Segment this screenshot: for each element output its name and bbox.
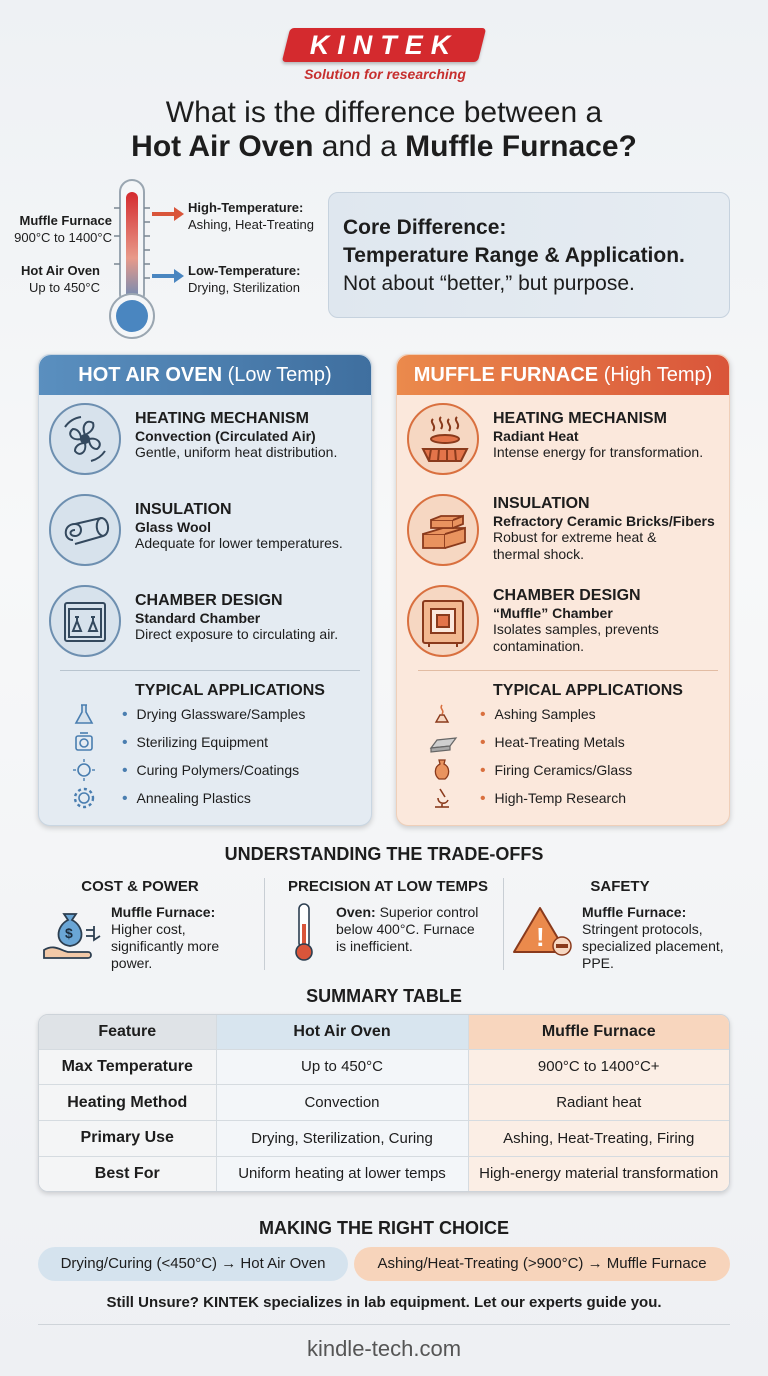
table-header-row bbox=[39, 1015, 729, 1049]
flask-icon bbox=[72, 702, 96, 726]
table-header: Muffle Furnace bbox=[468, 1015, 729, 1049]
tradeoffs-separator bbox=[264, 878, 265, 970]
muffle-app-item: • Firing Ceramics/Glass bbox=[480, 762, 633, 779]
gear-icon bbox=[72, 786, 96, 810]
tradeoffs-separator bbox=[503, 878, 504, 970]
muffle-app-item: • Ashing Samples bbox=[480, 706, 596, 723]
muffle-range-label: Muffle Furnace 900°C to 1400°C bbox=[14, 213, 112, 245]
table-cell: Best For bbox=[39, 1156, 216, 1191]
oven-heating-section: HEATING MECHANISM Convection (Circulated Air) Gentle, uniform heat distribution. bbox=[135, 410, 338, 460]
high-temp-arrow-icon bbox=[150, 204, 186, 224]
summary-table bbox=[38, 1014, 730, 1192]
oven-app-item: • Annealing Plastics bbox=[122, 790, 251, 807]
title-muffle: Muffle Furnace? bbox=[405, 130, 637, 163]
table-cell: Heating Method bbox=[39, 1085, 216, 1121]
precision-text: Oven: Superior control below 400°C. Furnace is inefficient. bbox=[336, 904, 479, 954]
muffle-app-item: • High-Temp Research bbox=[480, 790, 626, 807]
oven-chamber-section: CHAMBER DESIGN Standard Chamber Direct exposure to circulating air. bbox=[135, 592, 339, 642]
small-thermometer-icon bbox=[290, 902, 318, 964]
svg-text:!: ! bbox=[536, 922, 545, 952]
call-to-action: Still Unsure? KINTEK specializes in lab equipment. Let our experts guide you. bbox=[106, 1294, 662, 1311]
muffle-applications-title: TYPICAL APPLICATIONS bbox=[493, 682, 683, 699]
safety-text: Muffle Furnace: Stringent protocols, specialized placement, PPE. bbox=[582, 904, 724, 971]
curing-icon bbox=[72, 758, 96, 782]
oven-app-item: • Curing Polymers/Coatings bbox=[122, 762, 300, 779]
sterilizer-icon bbox=[72, 730, 96, 754]
precision-title: PRECISION AT LOW TEMPS bbox=[287, 878, 488, 895]
oven-panel-title: HOT AIR OVEN (Low Temp) bbox=[39, 355, 371, 395]
muffle-insulation-section: INSULATION Refractory Ceramic Bricks/Fibers Robust for extreme heat & thermal shock. bbox=[493, 495, 715, 562]
table-cell: Convection bbox=[216, 1085, 468, 1121]
muffle-divider bbox=[418, 670, 718, 671]
table-row bbox=[39, 1049, 729, 1085]
table-cell: Radiant heat bbox=[468, 1085, 729, 1121]
thermometer-icon bbox=[106, 178, 158, 342]
muffle-chamber-icon bbox=[407, 585, 479, 657]
radiant-heat-icon bbox=[407, 403, 479, 475]
metal-bar-icon bbox=[428, 730, 458, 754]
oven-divider bbox=[60, 670, 360, 671]
oven-choice-pill: Drying/Curing (<450°C) → Hot Air Oven bbox=[38, 1247, 348, 1281]
table-cell: Max Temperature bbox=[39, 1049, 216, 1085]
oven-app-item: • Sterilizing Equipment bbox=[122, 734, 269, 751]
warning-icon bbox=[512, 904, 576, 960]
high-temp-label: High-Temperature: Ashing, Heat-Treating bbox=[188, 200, 314, 232]
table-row bbox=[39, 1085, 729, 1121]
low-temp-arrow-icon bbox=[150, 266, 186, 286]
svg-text:$: $ bbox=[65, 925, 73, 941]
vase-icon bbox=[430, 758, 454, 782]
table-cell: Up to 450°C bbox=[216, 1049, 468, 1085]
table-cell: High-energy material transformation bbox=[468, 1156, 729, 1191]
core-difference-text: Core Difference: Temperature Range & Application. Not about “better,” but purpose. bbox=[343, 216, 685, 295]
microscope-icon bbox=[430, 786, 454, 810]
money-bag-icon bbox=[38, 900, 106, 966]
table-header: Feature bbox=[39, 1015, 216, 1049]
fan-icon bbox=[49, 403, 121, 475]
muffle-app-item: • Heat-Treating Metals bbox=[480, 734, 625, 751]
brand-tagline: Solution for researching bbox=[304, 66, 466, 82]
oven-insulation-section: INSULATION Glass Wool Adequate for lower temperatures. bbox=[135, 501, 343, 551]
page-title-line2: Hot Air Oven and a Muffle Furnace? bbox=[131, 130, 637, 163]
page-title-line1: What is the difference between a bbox=[165, 96, 603, 129]
table-cell: Ashing, Heat-Treating, Firing bbox=[468, 1120, 729, 1156]
table-cell: Primary Use bbox=[39, 1120, 216, 1156]
low-temp-label: Low-Temperature: Drying, Sterilization bbox=[188, 263, 301, 295]
table-cell: 900°C to 1400°C+ bbox=[468, 1049, 729, 1085]
title-oven: Hot Air Oven bbox=[131, 130, 314, 163]
table-row bbox=[39, 1120, 729, 1156]
table-cell: Uniform heating at lower temps bbox=[216, 1156, 468, 1191]
cost-title: COST & POWER bbox=[81, 878, 199, 895]
oven-applications-title: TYPICAL APPLICATIONS bbox=[135, 682, 325, 699]
tradeoffs-heading: UNDERSTANDING THE TRADE-OFFS bbox=[224, 844, 544, 864]
oven-range-label: Hot Air Oven Up to 450°C bbox=[21, 263, 100, 295]
muffle-chamber-section: CHAMBER DESIGN “Muffle” Chamber Isolates samples, prevents contamination. bbox=[493, 587, 659, 654]
bricks-icon bbox=[407, 494, 479, 566]
muffle-choice-pill: Ashing/Heat-Treating (>900°C) → Muffle Furnace bbox=[354, 1247, 730, 1281]
footer-website-link[interactable]: kindle-tech.com bbox=[306, 1336, 462, 1361]
footer-divider bbox=[38, 1324, 730, 1325]
muffle-panel-title: MUFFLE FURNACE (High Temp) bbox=[397, 355, 729, 395]
safety-title: SAFETY bbox=[590, 878, 650, 895]
table-row bbox=[39, 1156, 729, 1191]
table-header: Hot Air Oven bbox=[216, 1015, 468, 1049]
burner-icon bbox=[430, 702, 454, 726]
choice-heading: MAKING THE RIGHT CHOICE bbox=[259, 1218, 509, 1238]
oven-app-item: • Drying Glassware/Samples bbox=[122, 706, 306, 723]
glass-wool-roll-icon bbox=[49, 494, 121, 566]
cost-text: Muffle Furnace: Higher cost, significantly more power. bbox=[111, 904, 220, 971]
summary-heading: SUMMARY TABLE bbox=[306, 986, 462, 1006]
oven-chamber-icon bbox=[49, 585, 121, 657]
brand-logo: KINTEK bbox=[309, 30, 459, 60]
table-cell: Drying, Sterilization, Curing bbox=[216, 1120, 468, 1156]
muffle-heating-section: HEATING MECHANISM Radiant Heat Intense energy for transformation. bbox=[493, 410, 704, 460]
